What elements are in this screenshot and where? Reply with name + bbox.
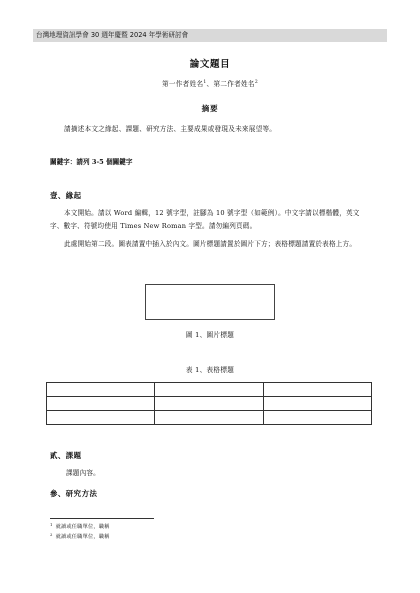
table-cell	[47, 383, 155, 397]
section-heading-2: 貳、課題	[50, 451, 82, 460]
table-cell	[263, 397, 371, 411]
keywords-line: 關鍵字：請列 3-5 個關鍵字	[50, 158, 133, 166]
figure-caption: 圖 1、圖片標題	[185, 331, 235, 339]
table-cell	[263, 383, 371, 397]
section2-text: 課題內容。	[66, 469, 100, 477]
author-separator: 、	[206, 80, 214, 88]
table-row	[47, 397, 372, 411]
running-header: 台灣地理資訊學會 30 週年慶暨 2024 年學術研討會	[33, 29, 387, 42]
author-line	[0, 78, 420, 88]
sample-table	[46, 382, 372, 425]
section1-paragraph-2: 此處開始第二段。圖表請置中插入於內文。圖片標題請置於圖片下方；表格標題請置於表格上方。	[64, 240, 357, 248]
table-cell	[155, 397, 263, 411]
abstract-heading: 摘要	[201, 104, 219, 113]
footnote-1	[50, 522, 110, 530]
table-cell	[155, 411, 263, 425]
second-author: 第二作者姓名	[213, 80, 255, 88]
section-heading-3: 參、研究方法	[50, 489, 98, 498]
paper-title: 論文題目	[189, 59, 231, 70]
second-author-mark: 2	[254, 80, 258, 85]
table-row	[47, 383, 372, 397]
table-cell	[47, 411, 155, 425]
first-author: 第一作者姓名	[162, 80, 204, 88]
section1-paragraph-1: 本文開始。請以 Word 編輯，12 號字型，註腳為 10 號字型（如範例）。中文字請以標楷體，英文字、數字、符號均使用 Times New Roman 字型。請勿編列頁碼。	[50, 209, 360, 230]
table-caption: 表 1、表格標題	[185, 366, 235, 374]
footnote-mark: 1	[50, 522, 53, 527]
footnote-text: 就讀或任職單位，職稱	[55, 534, 110, 540]
footnote-2	[50, 532, 110, 540]
footnote-text: 就讀或任職單位，職稱	[55, 524, 110, 530]
table-cell	[47, 397, 155, 411]
table-cell	[155, 383, 263, 397]
figure-placeholder	[145, 284, 275, 320]
table-row	[47, 411, 372, 425]
section-heading-1: 壹、緣起	[50, 191, 82, 200]
footnote-divider	[50, 518, 154, 519]
first-author-mark: 1	[203, 80, 207, 85]
abstract-text: 請摘述本文之緣起、課題、研究方法、主要成果或發現及未來展望等。	[64, 125, 277, 133]
footnote-mark: 2	[50, 532, 53, 537]
table-cell	[263, 411, 371, 425]
